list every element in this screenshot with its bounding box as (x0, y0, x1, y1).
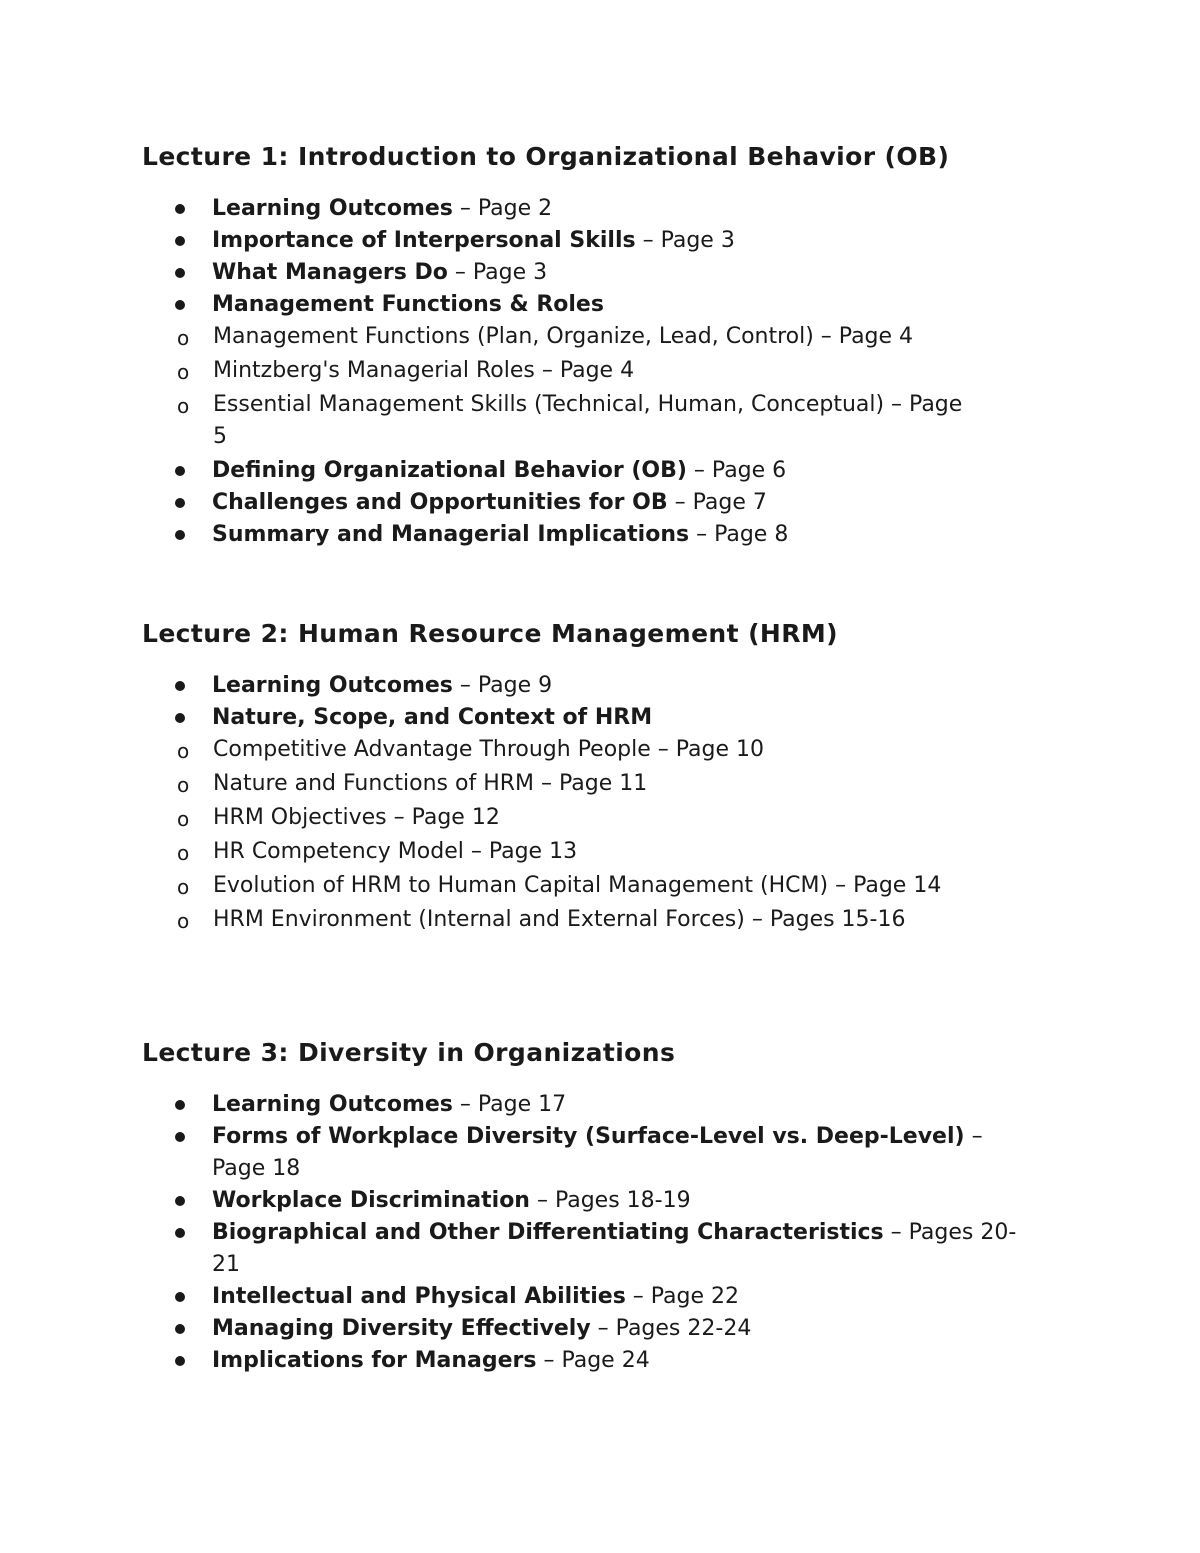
lecture-2-section (142, 618, 1042, 938)
circle-bullet-icon: o (177, 360, 190, 384)
item-page: – Pages 22-24 (590, 1316, 752, 1341)
subitem-text: HRM Objectives – Page 12 (213, 805, 500, 830)
lecture-3-section (142, 1037, 1042, 1377)
sub-list-item (142, 389, 973, 453)
lecture-2-title: Lecture 2: Human Resource Management (HRM) (142, 619, 838, 648)
item-label: Managing Diversity Effectively (212, 1316, 591, 1341)
list-item (142, 487, 1042, 519)
bullet-icon (175, 1100, 185, 1110)
sub-list-item (142, 734, 973, 766)
item-label: Summary and Managerial Implications (212, 522, 690, 547)
subitem-text: Evolution of HRM to Human Capital Management (HCM) – Page 14 (213, 873, 942, 898)
bullet-icon (175, 236, 185, 246)
item-label: Defining Organizational Behavior (OB) (212, 458, 687, 483)
item-label: Challenges and Opportunities for OB (212, 490, 668, 515)
sub-list-item (142, 321, 973, 353)
list-item (142, 455, 1042, 487)
circle-bullet-icon: o (177, 773, 190, 797)
item-page: – Page 3 (635, 228, 735, 253)
item-label: Workplace Discrimination (212, 1188, 530, 1213)
circle-bullet-icon: o (177, 807, 190, 831)
sub-list-item (142, 836, 973, 868)
item-label: Learning Outcomes (212, 1092, 453, 1117)
bullet-icon (175, 530, 185, 540)
item-page: – Page 3 (447, 260, 548, 285)
circle-bullet-icon: o (177, 394, 190, 418)
bullet-icon (175, 1292, 185, 1302)
bullet-icon (175, 681, 185, 691)
list-item (142, 1281, 1042, 1313)
item-page: – Page 9 (452, 673, 553, 698)
bullet-icon (175, 1356, 185, 1366)
list-item (142, 225, 1042, 257)
item-label: Intellectual and Physical Abilities (212, 1284, 626, 1309)
item-page: – Page 24 (536, 1348, 650, 1373)
subitem-text: Nature and Functions of HRM – Page 11 (213, 771, 648, 796)
item-page: – Page 18 (212, 1124, 983, 1181)
lecture-1-items (142, 193, 1042, 551)
list-item (142, 1345, 1042, 1377)
bullet-icon (175, 1324, 185, 1334)
bullet-icon (175, 1228, 185, 1238)
item-page: – Page 8 (689, 522, 789, 547)
lecture-2-items (142, 670, 1042, 936)
bullet-icon (175, 713, 185, 723)
subitem-text: Competitive Advantage Through People – Page 10 (213, 737, 765, 762)
item-label: Importance of Interpersonal Skills (212, 228, 636, 253)
item-page: – Pages 18-19 (529, 1188, 691, 1213)
list-item (142, 193, 1042, 225)
subitem-text: HR Competency Model – Page 13 (213, 839, 578, 864)
lecture-1-section (142, 141, 1042, 551)
bullet-icon (175, 204, 185, 214)
circle-bullet-icon: o (177, 875, 190, 899)
item-label: Biographical and Other Differentiating Characteristics (212, 1220, 884, 1245)
item-label: Learning Outcomes (212, 673, 453, 698)
circle-bullet-icon: o (177, 909, 190, 933)
item-page: – Page 7 (667, 490, 767, 515)
list-item (142, 670, 1042, 702)
item-page: – Page 2 (452, 196, 553, 221)
bullet-icon (175, 1196, 185, 1206)
bullet-icon (175, 466, 185, 476)
subitem-text: Management Functions (Plan, Organize, Lead, Control) – Page 4 (213, 324, 914, 349)
lecture-3-items (142, 1089, 1042, 1377)
sub-list-item (142, 768, 973, 800)
subitem-text: Essential Management Skills (Technical, Human, Conceptual) – Page 5 (213, 392, 963, 449)
list-item (142, 289, 1042, 321)
lecture-3-title: Lecture 3: Diversity in Organizations (142, 1038, 676, 1067)
item-page: – Page 17 (452, 1092, 567, 1117)
bullet-icon (175, 498, 185, 508)
list-item (142, 1121, 1042, 1185)
item-label: Forms of Workplace Diversity (Surface-Level vs. Deep-Level) (212, 1124, 965, 1149)
circle-bullet-icon: o (177, 841, 190, 865)
item-label: Learning Outcomes (212, 196, 453, 221)
subitem-text: HRM Environment (Internal and External Forces) – Pages 15-16 (213, 907, 906, 932)
list-item (142, 257, 1042, 289)
lecture-1-title: Lecture 1: Introduction to Organizational Behavior (OB) (142, 142, 950, 171)
item-page: – Pages 20-21 (212, 1220, 1017, 1277)
sublist-container (142, 734, 1042, 936)
list-item (142, 1217, 1042, 1281)
item-page: – Page 6 (686, 458, 787, 483)
item-label: Nature, Scope, and Context of HRM (212, 705, 653, 730)
list-item (142, 702, 1042, 734)
bullet-icon (175, 1132, 185, 1142)
sub-list (142, 321, 1042, 453)
list-item (142, 1313, 1042, 1345)
circle-bullet-icon: o (177, 326, 190, 350)
circle-bullet-icon: o (177, 739, 190, 763)
item-label: Management Functions & Roles (212, 292, 604, 317)
bullet-icon (175, 300, 185, 310)
list-item (142, 1089, 1042, 1121)
subitem-text: Mintzberg's Managerial Roles – Page 4 (213, 358, 635, 383)
sub-list-item (142, 870, 973, 902)
sub-list-item (142, 355, 973, 387)
item-page: – Page 22 (625, 1284, 740, 1309)
bullet-icon (175, 268, 185, 278)
item-label: Implications for Managers (212, 1348, 537, 1373)
list-item (142, 519, 1042, 551)
sub-list-item (142, 802, 973, 834)
sub-list-item (142, 904, 973, 936)
sublist-container (142, 321, 1042, 453)
item-label: What Managers Do (212, 260, 448, 285)
sub-list (142, 734, 1042, 936)
list-item (142, 1185, 1042, 1217)
